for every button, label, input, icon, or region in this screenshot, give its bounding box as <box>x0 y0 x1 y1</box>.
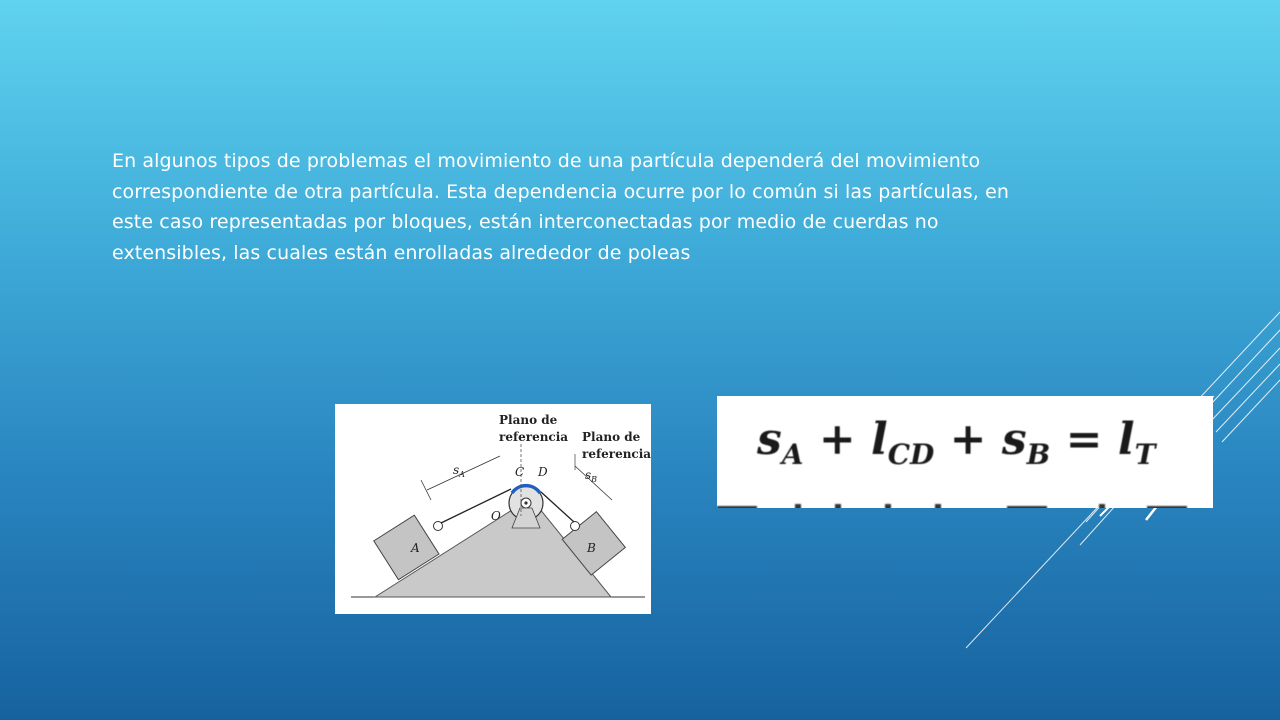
pulley-diagram <box>335 404 651 614</box>
label-sa: $s_A$ <box>453 463 465 479</box>
label-plano-2: Plano de <box>582 430 641 444</box>
label-plano-1: Plano de <box>499 413 558 427</box>
label-sb: $s_B$ <box>585 468 598 484</box>
equation-cutoff-marks <box>717 502 1213 508</box>
label-d: D <box>538 465 548 479</box>
label-referencia-2: referencia <box>582 447 651 461</box>
label-referencia-1: referencia <box>499 430 569 444</box>
pulley-axle <box>524 501 527 504</box>
equation-image <box>717 396 1213 508</box>
pulley-diagram-svg <box>335 404 651 614</box>
body-paragraph: En algunos tipos de problemas el movimiento de una partícula dependerá del movimiento correspondiente de otra partícula. Esta dependencia ocurre por lo común si las partículas, en este caso representadas por bloques, están interconectadas por medio de cuerdas no extensibles, las cuales están enrolladas alrededor de poleas <box>112 150 1010 264</box>
label-o: O <box>491 509 501 523</box>
label-a: A <box>411 541 420 555</box>
label-c: C <box>515 465 525 479</box>
block-b-pulley <box>571 522 580 531</box>
equation-text: $s_A + l_{CD} + s_B = l_T$ <box>757 414 1156 471</box>
label-b: B <box>587 541 596 555</box>
